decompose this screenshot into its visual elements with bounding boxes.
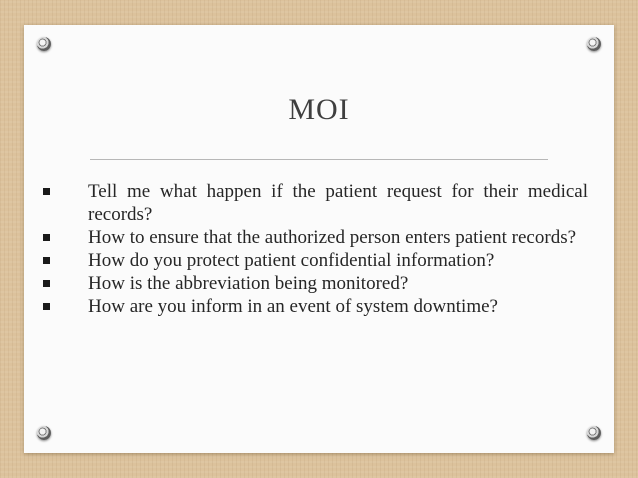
slide-title: MOI [288,93,350,126]
bullet-text: How are you inform in an event of system downtime? [88,296,498,317]
bullet-list [68,180,588,318]
square-bullet-icon [43,188,50,195]
bullet-text: How is the abbreviation being monitored? [88,273,409,294]
bullet-text: How to ensure that the authorized person enters patient records? [88,227,577,248]
square-bullet-icon [43,234,50,241]
slide [24,25,614,453]
square-bullet-icon [43,280,50,287]
pushpin-icon [587,37,601,51]
title-divider [90,159,548,160]
list-item [68,180,588,226]
list-item [68,272,588,295]
list-item [68,249,588,272]
list-item [68,295,588,318]
bullet-text: How do you protect patient confidential information? [88,250,495,271]
bullet-text: Tell me what happen if the patient request for their medical records? [88,181,588,225]
list-item [68,226,588,249]
square-bullet-icon [43,303,50,310]
pushpin-icon [37,37,51,51]
pushpin-icon [37,426,51,440]
square-bullet-icon [43,257,50,264]
pushpin-icon [587,426,601,440]
